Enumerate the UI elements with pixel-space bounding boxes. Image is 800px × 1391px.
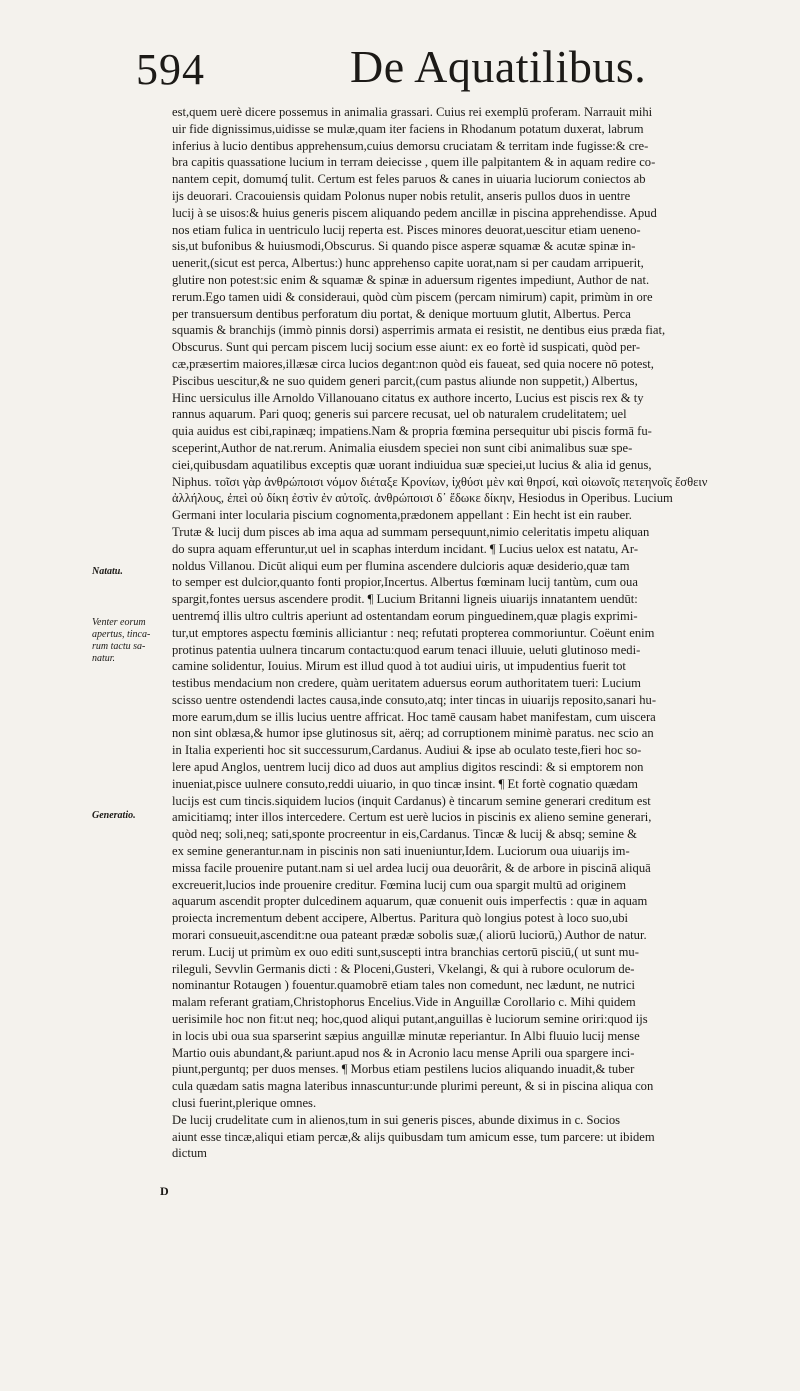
text-line: cula quædam satis magna lateribus innascuntur:unde plurimi pereunt, & si in piscina aliqua con xyxy=(172,1079,654,1094)
text-line: De lucij crudelitate cum in alienos,tum in sui generis pisces, abunde diximus in c. Socios xyxy=(172,1112,621,1127)
text-line: dictum xyxy=(172,1146,207,1161)
text-line: lucij à se uisos:& huius generis piscem aliquando pedem ancillæ in piscina apprehendisse. Apud xyxy=(172,205,657,220)
margin-letter-d: D xyxy=(160,1184,169,1198)
text-line: Obscurus. Sunt qui percam piscem lucij socium esse aiunt: ex eo fortè id suspicati, quòd per- xyxy=(172,340,641,355)
text-line: est,quem uerè dicere possemus in animalia grassari. Cuius rei exemplū proferam. Narrauit mihi xyxy=(172,105,653,119)
text-line: aiunt esse tincæ,aliqui etiam percæ,& alijs quibusdam tum amicum esse, tum parcere: ut ibidem xyxy=(172,1129,655,1144)
text-line: glutire non potest:sic enim & squamæ & spinæ in aduersum rigentes impediunt, Author de nat. xyxy=(172,272,650,287)
margin-note-natatu: Natatu. xyxy=(92,566,123,577)
text-line: cæ,præsertim maiores,illæsæ circa lucios degant:non quòd eis faueat, sed quia nocere nō potest, xyxy=(172,356,654,371)
text-line: rannus aquarum. Pari quoq; generis sui parcere recusat, uel ob naturalem crudelitatem; uel xyxy=(172,407,627,422)
text-line: clusi fuerint,plerique omnes. xyxy=(172,1096,317,1111)
text-line: noldus Villanou. Dicūt aliqui eum per flumina ascendere dulcioris aquæ desiderio,quæ tam xyxy=(172,558,630,573)
text-line: rerum.Ego tamen uidi & consideraui, quòd cùm piscem (percam nimirum) capit, primùm in ore xyxy=(172,289,653,304)
text-line: spargit,fontes uersus ascendere prodit. ¶ Lucium Britanni ligneis uiuarijs innatantem uendūt: xyxy=(172,592,638,607)
text-line: uentremq́ illis ultro cultris aperiunt ad ostentandam eorum pinguedinem,quæ plagis exprimi- xyxy=(172,608,638,623)
text-line: tur,ut emptores aspectu fœminis alliciantur : neq; refutati propterea commoriuntur. Coëunt enim xyxy=(172,625,655,640)
page-number: 594 xyxy=(136,45,205,94)
text-line: Niphus. τοῖσι γὰρ ἀνθρώποισι νόμον διέταξε Κρονίων, ἰχθύσι μὲν καὶ θηρσί, καὶ οἰωνοῖς πετεηνοῖς ἔσθειν xyxy=(172,474,708,489)
text-line: quòd neq; soli,neq; sati,sponte procreentur in eis,Cardanus. Tincæ & lucij & absq; semine & xyxy=(172,827,637,842)
text-line: uir fide dignissimus,uidisse se mulæ,quam iter faciens in Rhodanum potatum duxerat, labrum xyxy=(172,121,644,136)
text-line: in locis ubi oua sua sparserint sæpius anguillæ minutæ reperiantur. In Albi fluuio lucij mense xyxy=(172,1028,640,1043)
text-line: Martio ouis abundant,& pariunt.apud nos & in Acronio lacu mense Aprili oua spargere inci- xyxy=(172,1045,635,1060)
text-line: in Italia experienti hoc sit successurum,Cardanus. Audiui & ipse ab oculato teste,fieri hoc so- xyxy=(172,743,642,758)
body-text xyxy=(172,104,790,1162)
text-line: Hinc uersiculus ille Arnoldo Villanouano citatus ex authore incerto, Lucius est piscis rex & ty xyxy=(172,390,644,405)
text-line: rerum. Lucij ut primùm ex ouo editi sunt,suscepti intra branchias certorū pisciū,( ut sunt mu- xyxy=(172,944,639,959)
text-line: protinus patentia uulnera tincarum contactu:quod earum tenaci illuuie, ueluti glutinoso medi- xyxy=(172,642,641,657)
text-line: inueniat,pisce uulnere consuto,reddi uiuario, in quo tincæ insint. ¶ Et fortè cognatio quædam xyxy=(172,776,638,791)
text-line: uerisimile hoc non fit:ut neq; hoc,quod aliqui putant,anguillas è luciorum semine oriri:quod ijs xyxy=(172,1012,648,1027)
text-line: ἀλλήλους, ἐπεὶ οὐ δίκη ἐστὶν ἐν αὐτοῖς. ἀνθρώποισι δ᾽ ἔδωκε δίκην, Hesiodus in Operibus. Lucium xyxy=(172,491,673,506)
text-line: lucijs est cum tincis.siquidem lucios (inquit Cardanus) è tincarum semine generari creditum est xyxy=(172,793,651,808)
text-line: per transuersum dentibus perforatum diu portat, & denique mortuum glutit, Albertus. Perca xyxy=(172,306,631,321)
text-line: scisso uentre ostendendi lactes causa,inde consuto,atq; inter tincas in uiuarijs reposito,sanari hu- xyxy=(172,692,657,707)
running-title: De Aquatilibus. xyxy=(350,41,647,92)
text-line: aquarum ascendit propter dulcedinem aquarum, quæ conuenit ouis imperfectis : quæ in aquam xyxy=(172,894,648,909)
text-line: rileguli, Sevvlin Germanis dicti : & Ploceni,Gusteri, Vkelangi, & qui à rubore oculorum de- xyxy=(172,961,635,976)
text-line: inferius à lucio dentibus apprehensum,cuius demorsu cruciatam & territam inde fugisse:& cre- xyxy=(172,138,649,153)
text-line: Germani inter locularia piscium cognomenta,prædonem appellant : Ein hecht ist ein rauber. xyxy=(172,508,632,523)
text-line: to semper est dulcior,quanto fonti propior,Incertus. Albertus fœminam lucij tantùm, cum oua xyxy=(172,575,638,590)
margin-note-venter: Venter eorum apertus, tinca- rum tactu sa- natur. xyxy=(92,617,151,664)
text-line: non sint oblæsa,& humor ipse glutinosus sit, aërq; ad corruptionem minimè paratus. nec scio an xyxy=(172,726,654,741)
text-line: malam referant gratiam,Christophorus Encelius.Vide in Anguillæ Corollario c. Mihi quidem xyxy=(172,995,636,1010)
text-line: Trutæ & lucij dum pisces ab ima aqua ad summam persequunt,nimio celeritatis impetu aliquan xyxy=(172,524,650,539)
text-line: quia auidus est cibi,rapinæq; impatiens.Nam & propria fœmina persequitur ubi piscis formā fu- xyxy=(172,424,652,439)
text-line: testibus mendacium non credere, quàm ueritatem aduersus eorum authoritatem tueri: Lucium xyxy=(172,676,641,691)
text-line: sis,ut bufonibus & huiusmodi,Obscurus. Si quando pisce asperæ squamæ & acutæ spinæ in- xyxy=(172,239,636,254)
text-line: nantem cepit, domumq́ tulit. Certum est feles paruos & canes in uiuaria luciorum coniectos ab xyxy=(172,172,646,187)
text-line: ex semine generantur.nam in piscinis non sati inueniuntur,Idem. Luciorum oua uiuarijs im- xyxy=(172,844,630,859)
text-line: nominantur Rotaugen ) fouentur.quamobrē etiam tales non comedunt, nec lædunt, ne nutrici xyxy=(172,978,636,993)
margin-note-generatio: Generatio. xyxy=(92,810,136,821)
text-line: squamis & branchijs (immò pinnis dorsi) asperrimis armata ei resistit, ne dentibus eius præda fiat, xyxy=(172,323,666,338)
text-line: piunt,perguntq; per duos menses. ¶ Morbus etiam pestilens lucios aliquando inuadit,& tuber xyxy=(172,1062,635,1077)
text-line: Piscibus uescitur,& ne suo quidem generi parcit,(cum pastus aliunde non suppetit,) Albertus, xyxy=(172,373,638,388)
text-line: excreuerit,lucios inde prouenire creditur. Fœmina lucij cum oua spargit multū ad originem xyxy=(172,877,627,892)
text-line: morari consueuit,ascendit:ne oua pateant prædæ sobolis suæ,( aliorū luciorū,) Author de natur. xyxy=(172,928,647,943)
text-line: lere apud Anglos, uentrem lucij dico ad duos aut amplius digitos rescindi: & si emptorem non xyxy=(172,760,644,775)
text-line: proiecta incrementum debent accipere, Albertus. Paritura quò longius potest à loco suo,ubi xyxy=(172,911,629,926)
text-line: ciei,quibusdam aquatilibus exceptis quæ uorant indiuidua suæ speciei,ut lucius & alia id genus, xyxy=(172,457,652,472)
text-line: nos etiam fulica in uentriculo lucij reperta est. Pisces minores deuorat,uescitur etiam ueneno- xyxy=(172,222,641,237)
text-line: do supra aquam efferuntur,ut uel in scaphas interdum incidant. ¶ Lucius uelox est natatu, Ar- xyxy=(172,541,639,556)
text-line: amicitiamq; inter illos intercedere. Certum est uerè lucios in piscinis ex alieno semine generari, xyxy=(172,810,652,825)
text-line: bra capitis quassatione lucium in terram deiecisse , quem ille palpitantem & in aquam redire co- xyxy=(172,155,656,170)
text-line: camine solidentur, Iouius. Mirum est illud quod à tot audiui uiris, ut impudentius fuerit tot xyxy=(172,659,626,674)
text-line: uenerit,(sicut est perca, Albertus:) hunc apprehenso capite uorat,nam si per caudam arripuerit, xyxy=(172,256,644,271)
text-line: ijs deuorari. Cracouiensis quidam Polonus nuper nobis retulit, anseris pullos duos in uentre xyxy=(172,188,631,203)
text-line: missa facile prouenire putant.nam si uel ardea lucij oua deuorârit, & de arbore in piscinā aliquā xyxy=(172,860,651,875)
text-line: sceperint,Author de nat.rerum. Animalia eiusdem speciei non sunt cibi animalibus suæ spe- xyxy=(172,440,633,455)
text-line: more earum,dum se illis lucius uentre affricat. Hoc tamē causam habet manifestam, cum uiscera xyxy=(172,709,656,724)
